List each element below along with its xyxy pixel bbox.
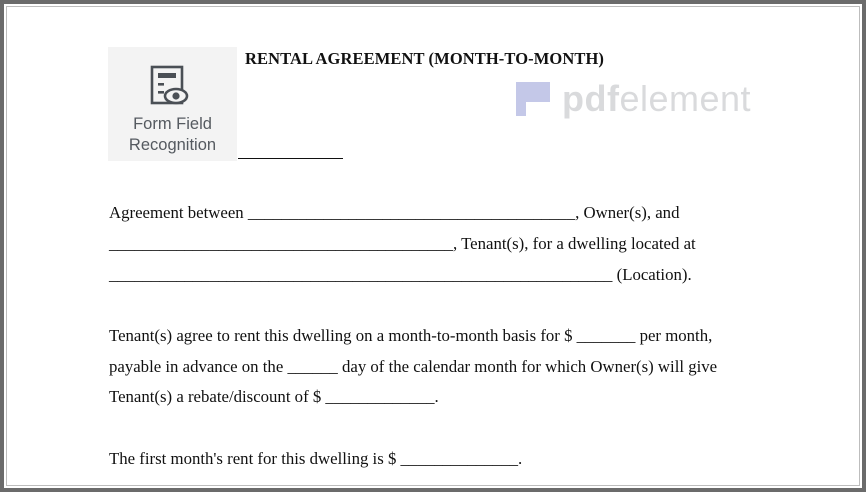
rent-line-2: payable in advance on the ______ day of the calendar month for which Owner(s) will give <box>109 357 718 376</box>
date-blank-line <box>238 158 343 159</box>
form-field-label-line2: Recognition <box>128 136 217 154</box>
form-field-recognition-button[interactable] <box>108 47 237 161</box>
agreement-line-1: Agreement between _______________________________________, Owner(s), and <box>109 203 680 222</box>
pdfelement-wordmark <box>562 78 751 120</box>
brand-rest: element <box>619 78 752 119</box>
form-recognition-icon <box>149 65 189 107</box>
agreement-line-2: _________________________________________, Tenant(s), for a dwelling located at <box>109 234 696 253</box>
rent-line-3: Tenant(s) a rebate/discount of $ _____________. <box>109 387 439 406</box>
agreement-line-3: ____________________________________________________________ (Location). <box>109 265 692 284</box>
brand-bold: pdf <box>562 78 620 119</box>
rent-line-1: Tenant(s) agree to rent this dwelling on a month-to-month basis for $ _______ per month, <box>109 326 713 345</box>
first-month-rent-line: The first month's rent for this dwelling is $ ______________. <box>109 449 523 468</box>
form-field-label-line1: Form Field <box>133 115 212 133</box>
document-title: RENTAL AGREEMENT (MONTH-TO-MONTH) <box>245 49 604 68</box>
pdfelement-logo-icon <box>516 82 550 116</box>
